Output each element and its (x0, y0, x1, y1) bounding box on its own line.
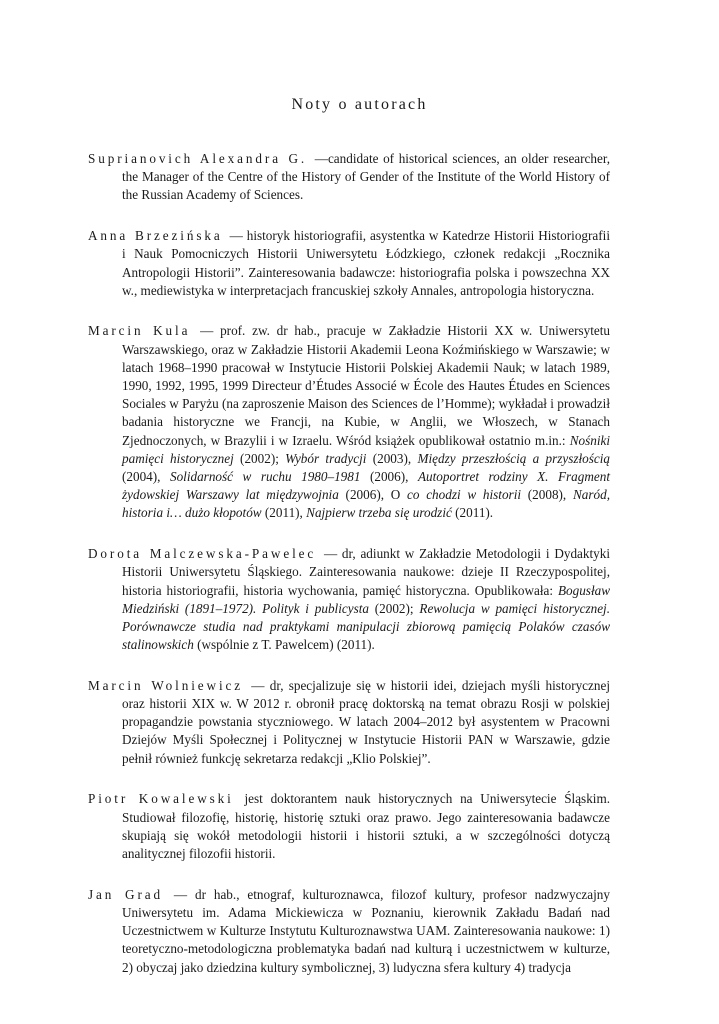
note-text: (2006), (360, 469, 418, 485)
author-name: Jan Grad (88, 886, 164, 902)
note-text: (2008), (521, 487, 573, 503)
note-text: (2003), (366, 450, 418, 466)
note-text: (wspólnie z T. Pawelcem) (2011). (193, 637, 375, 653)
note-text: (2004), (122, 469, 170, 485)
book-title: Autoportret rodziny X. Fragment żydowskiej Warszawy lat międzywojnia (122, 469, 610, 503)
author-note (88, 545, 610, 654)
author-notes-list (88, 150, 610, 999)
book-title: Nośniki pamięci historycznej (122, 432, 610, 466)
note-text: (2002); (233, 450, 286, 466)
book-title: Wybór tradycji (285, 450, 367, 466)
book-title: Między przeszłością a przyszłością (417, 450, 610, 466)
book-title: co chodzi w historii (407, 487, 522, 503)
page-title: Noty o autorach (291, 96, 428, 113)
note-text: —candidate of historical sciences, an older researcher, the Manager of the Centre of the History of Gender of the Institute of the World History of the Russian Academy of Sciences. (122, 151, 611, 203)
author-name: Marcin Wolniewicz (88, 677, 244, 693)
author-note (88, 322, 610, 522)
book-title: Najpierw trzeba się urodzić (306, 505, 452, 521)
book-title: Rewolucja w pamięci historycznej. Porównawcze studia nad praktykami manipulacji zbiorową pamięcią Polaków czasów stalinowskich (122, 600, 611, 653)
author-name: Piotr Kowalewski (88, 791, 234, 807)
author-name: Dorota Malczewska-Pawelec (88, 546, 317, 562)
author-name: Anna Brzezińska (88, 228, 223, 244)
author-note (88, 150, 610, 205)
book-title: Bogusław Miedziński (1891–1972). Polityk i publicysta (122, 582, 610, 616)
author-name: Marcin Kula (88, 323, 191, 339)
author-note (88, 227, 610, 300)
author-name: Suprianovich Alexandra G. (88, 151, 308, 166)
author-note (88, 790, 610, 863)
book-title: Solidarność w ruchu 1980–1981 (169, 469, 361, 485)
note-text: (2002); (368, 600, 420, 616)
note-text: jest doktorantem nauk historycznych na Uniwersytecie Śląskim. Studiował filozofię, historię, historię sztuki oraz prawo. Jego zainteresowania badawcze skupiają się wokół metodologii historii i historii sztuki, a w szczególności dotyczą analitycznej filozofii historii. (122, 791, 611, 861)
author-note (88, 677, 610, 768)
note-text: (2011), (261, 505, 307, 521)
note-text: (2006), O (338, 487, 408, 503)
note-text: — prof. zw. dr hab., pracuje w Zakładzie Historii XX w. Uniwersytetu Warszawskiego, oraz w Zakładzie Historii Akademii Leona Koźmińskiego w Warszawie; w latach 1968–1990 pracował w Instytucie Historii Polskiej Akademii Nauk; w latach 1989, 1990, 1992, 1995, 1999 Directeur d’Études Associé w École des Hautes Études en Sciences Sociales w Paryżu (na zaproszenie Maison des Sciences de l’Homme); wykładał i prowadził badania historyczne we Francji, na Kubie, w Anglii, we Włoszech, w Stanach Zjednoczonych, w Brazylii i w Izraelu. Wśród książek opublikował ostatnio m.in.: (122, 323, 611, 448)
author-note (88, 886, 610, 977)
note-text: — dr, specjalizuje się w historii idei, dziejach myśli historycznej oraz historii XIX w. W 2012 r. obronił pracę doktorską na temat obrazu Rosji w polskiej propagandzie powstania styczniowego. W latach 2004–2012 był asystentem w Pracowni Dziejów Myśli Społecznej i Politycznej w Instytucie Historii PAN w Warszawie, gdzie pełnił również funkcję sekretarza redakcji „Klio Polskiej”. (122, 677, 611, 766)
note-text: — historyk historiografii, asystentka w Katedrze Historii Historiografii i Nauk Pomocniczych Historii Uniwersytetu Łódzkiego, członek redakcji „Rocznika Antropologii Historii”. Zainteresowania badawcze: historiografia polska i powszechna XX w., mediewistyka w interpretacjach francuskiej szkoły Annales, antropologia historyczna. (122, 228, 610, 298)
book-title: Naród, historia i… dużo kłopotów (122, 487, 610, 521)
note-text: (2011). (451, 505, 494, 521)
note-text: — dr hab., etnograf, kulturoznawca, filozof kultury, profesor nadzwyczajny Uniwersytetu im. Adama Mickiewicza w Poznaniu, kierownik Zakładu Badań nad Uczestnictwem w Kulturze Instytutu Kulturoznawstwa UAM. Zainteresowania naukowe: 1) teoretyczno-metodologiczna problematyka badań nad kulturą i uczestnictwem w kulturze, 2) obyczaj jako dziedzina kultury symbolicznej, 3) ludyczna sfera kultury 4) tradycja (122, 886, 610, 975)
note-text: — dr, adiunkt w Zakładzie Metodologii i Dydaktyki Historii Uniwersytetu Śląskiego. Zainteresowania naukowe: dzieje II Rzeczypospolitej, historia historiografii, historia wychowania, pamięć historyczna. Opublikowała: (122, 546, 611, 598)
